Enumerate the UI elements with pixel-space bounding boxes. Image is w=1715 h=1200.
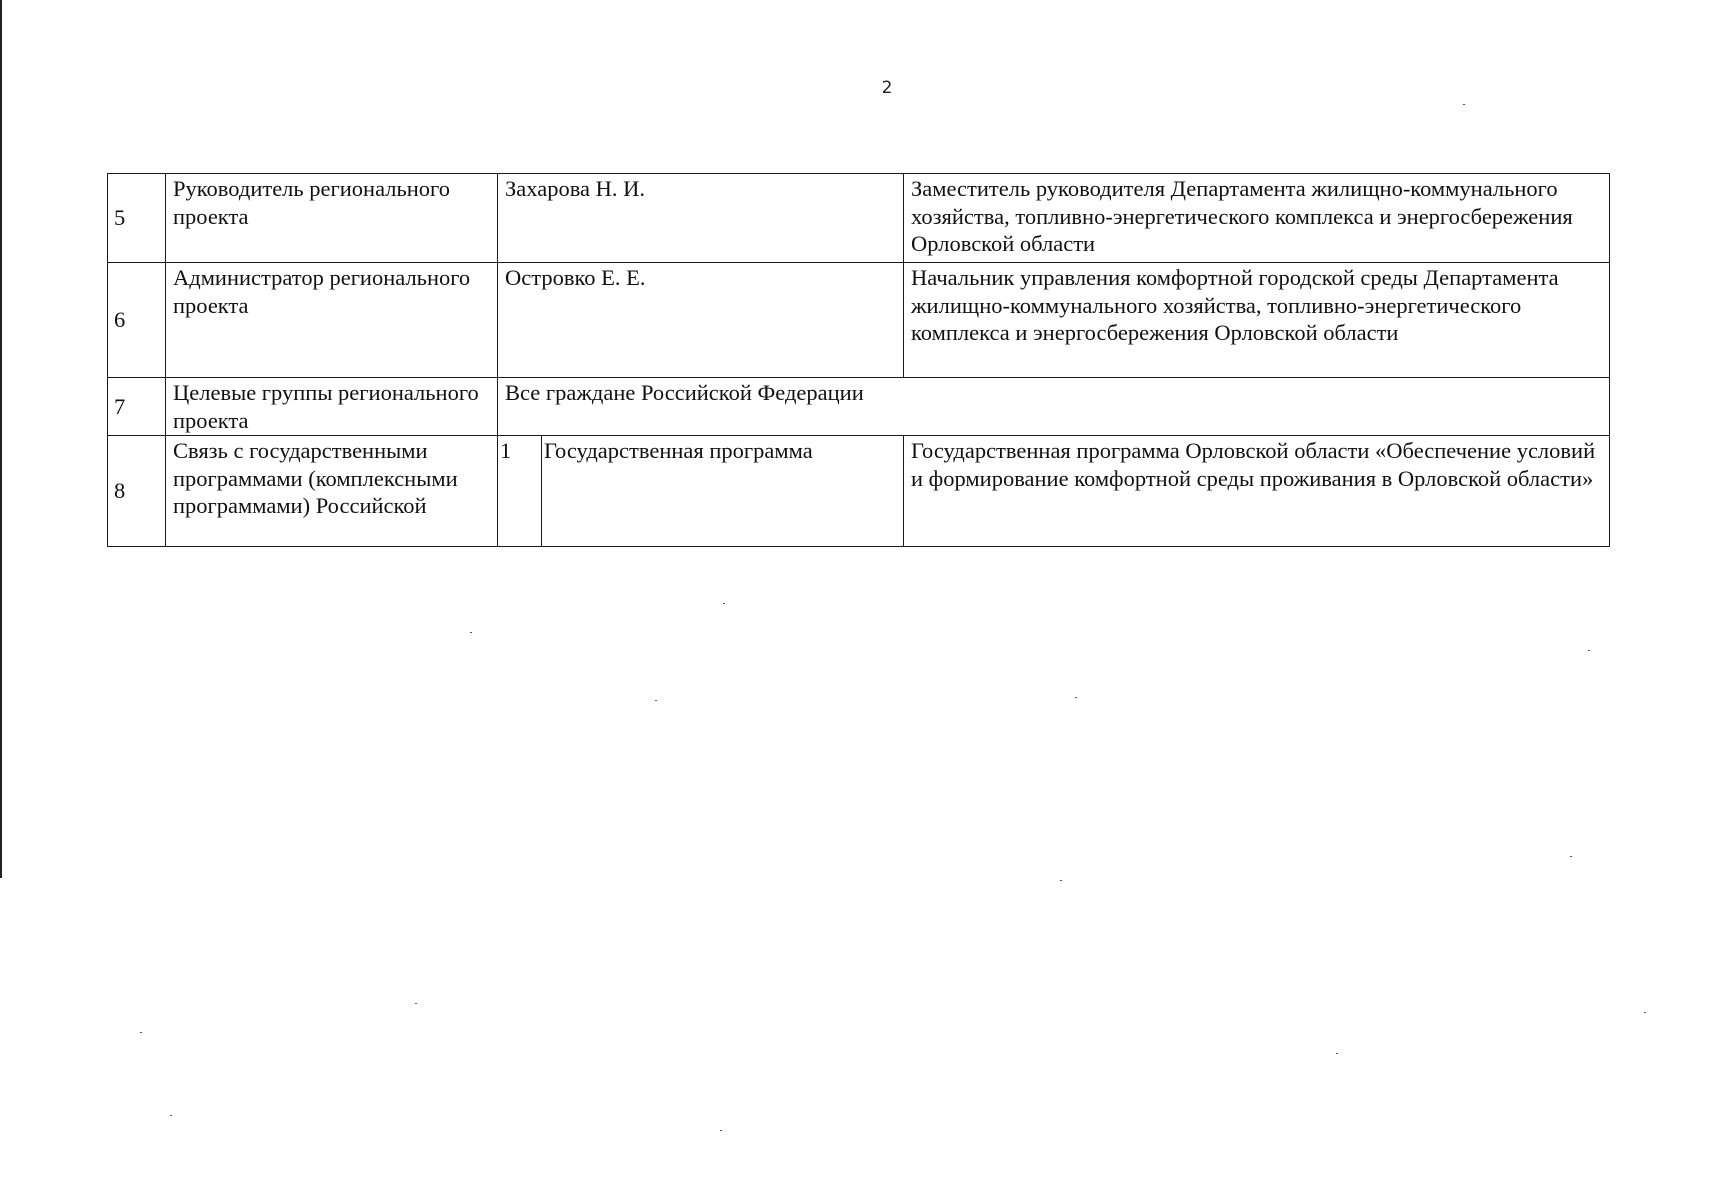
table-row-6 xyxy=(108,263,1610,378)
scan-speck xyxy=(470,632,472,633)
target-groups-value: Все граждане Российской Федерации xyxy=(498,378,1610,436)
project-head-name: Захарова Н. И. xyxy=(498,174,904,263)
row-label: Связь с государственными программами (комплексными программами) Российской xyxy=(166,436,498,547)
table-row-8 xyxy=(108,436,1610,547)
row-number: 6 xyxy=(108,263,166,378)
row-number: 8 xyxy=(108,436,166,547)
scan-speck xyxy=(140,1032,142,1033)
scan-speck xyxy=(655,700,657,701)
scan-speck xyxy=(720,1130,722,1131)
project-passport-table xyxy=(107,173,1610,547)
row-label: Руководитель регионального проекта xyxy=(166,174,498,263)
scan-speck xyxy=(1075,697,1077,698)
scan-speck xyxy=(1588,650,1590,651)
scan-speck xyxy=(1060,880,1062,881)
scan-speck xyxy=(1463,104,1465,105)
program-type: Государственная программа xyxy=(542,436,904,547)
row-label: Целевые группы регионального проекта xyxy=(166,378,498,436)
table-row-5 xyxy=(108,174,1610,263)
program-sub-number: 1 xyxy=(498,436,542,547)
project-admin-position: Начальник управления комфортной городской среды Департамента жилищно-коммунального хозяйства, топливно-энергетического комплекса и энергосбережения Орловской области xyxy=(904,263,1610,378)
table-row-7 xyxy=(108,378,1610,436)
page-number: 2 xyxy=(881,78,893,98)
project-head-position: Заместитель руководителя Департамента жилищно-коммунального хозяйства, топливно-энергетического комплекса и энергосбережения Орловской области xyxy=(904,174,1610,263)
row-number: 7 xyxy=(108,378,166,436)
scan-speck xyxy=(170,1115,172,1116)
program-name: Государственная программа Орловской области «Обеспечение условий и формирование комфортной среды проживания в Орловской области» xyxy=(904,436,1610,547)
scan-speck xyxy=(1570,856,1572,857)
scan-edge xyxy=(0,0,2,878)
scan-speck xyxy=(1336,1053,1338,1054)
scan-speck xyxy=(415,1003,417,1004)
scan-speck xyxy=(723,603,725,604)
row-number: 5 xyxy=(108,174,166,263)
row-label: Администратор регионального проекта xyxy=(166,263,498,378)
scan-speck xyxy=(1644,1012,1646,1013)
project-admin-name: Островко Е. Е. xyxy=(498,263,904,378)
